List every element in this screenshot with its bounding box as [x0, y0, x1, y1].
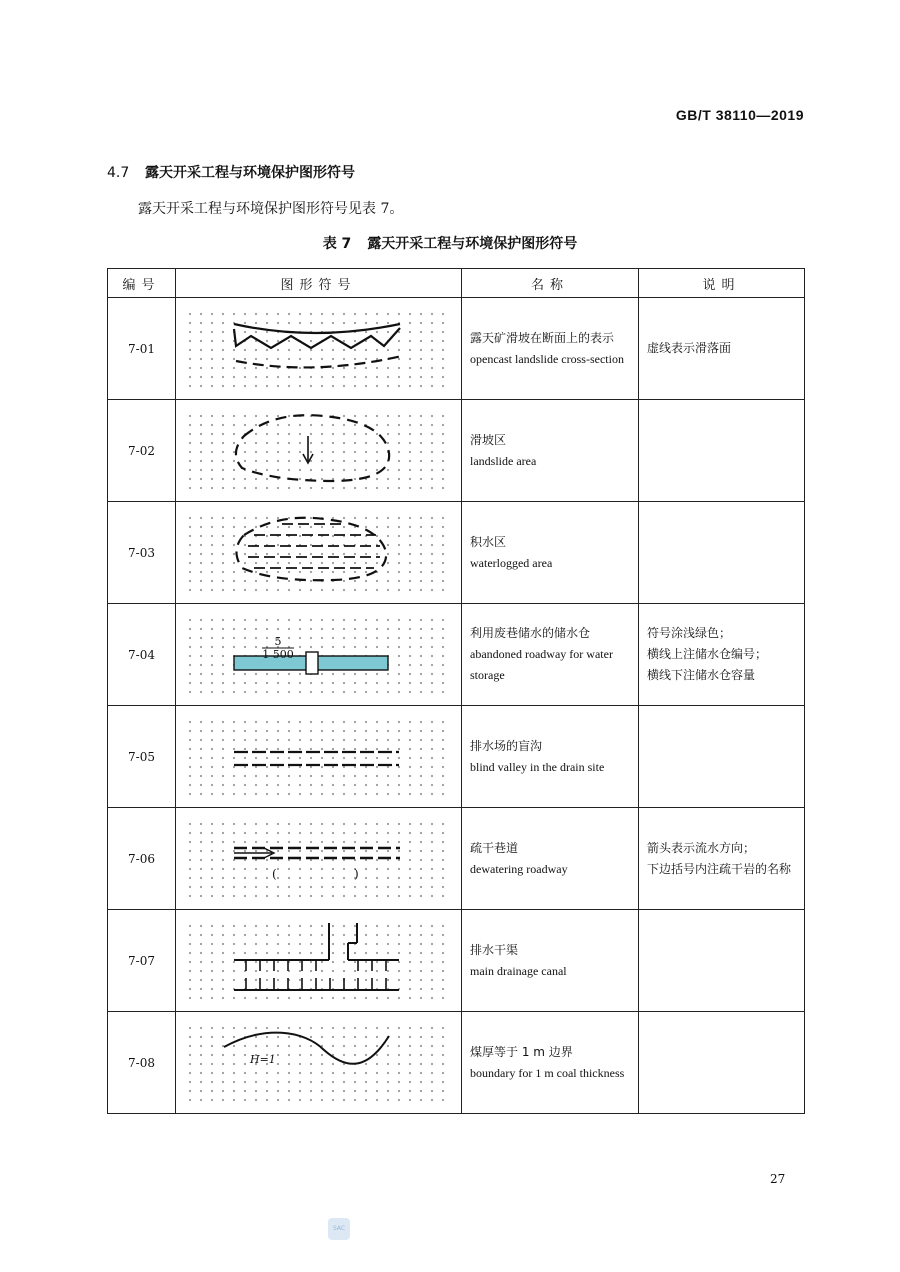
header-name: 名称 — [462, 269, 639, 298]
row-name-cn: 积水区 — [470, 534, 507, 549]
dewatering-roadway-symbol — [184, 816, 454, 906]
table-title-text: 露天开采工程与环境保护图形符号 — [367, 236, 578, 252]
bracket-left-label: ( — [271, 867, 277, 881]
row-note-cell — [639, 706, 805, 808]
main-drainage-canal-symbol — [184, 918, 454, 1008]
row-note-line: 虚线表示滑落面 — [647, 341, 732, 355]
row-note-cell — [639, 502, 805, 604]
row-symbol-cell — [176, 706, 462, 808]
table-row — [108, 298, 805, 400]
landslide-area-symbol — [184, 408, 454, 498]
row-name-en: landslide area — [470, 453, 537, 468]
section-number: 4.7 — [107, 165, 130, 181]
table-row — [108, 400, 805, 502]
row-note-cell — [639, 604, 805, 706]
header-symbol: 图形符号 — [176, 269, 462, 298]
table-row — [108, 604, 805, 706]
row-symbol-cell — [176, 502, 462, 604]
header-code: 编号 — [108, 269, 176, 298]
row-code: 7-05 — [108, 706, 176, 808]
table-row — [108, 706, 805, 808]
row-symbol-cell — [176, 808, 462, 910]
row-symbol-cell — [176, 400, 462, 502]
row-symbol-cell — [176, 604, 462, 706]
table-row — [108, 808, 805, 910]
storage-number-label: 5 — [274, 635, 281, 648]
header-note: 说明 — [639, 269, 805, 298]
row-name-cell — [462, 706, 639, 808]
row-code: 7-04 — [108, 604, 176, 706]
row-code: 7-06 — [108, 808, 176, 910]
row-name-cn: 露天矿滑坡在断面上的表示 — [470, 330, 615, 345]
row-code: 7-03 — [108, 502, 176, 604]
row-note-cell — [639, 1012, 805, 1114]
symbol-table — [107, 268, 805, 1114]
row-name-cell — [462, 298, 639, 400]
row-symbol-cell — [176, 910, 462, 1012]
row-note-cell — [639, 910, 805, 1012]
row-name-cn: 排水场的盲沟 — [470, 738, 543, 753]
row-name-cell — [462, 1012, 639, 1114]
row-note-line: 符号涂浅绿色； — [647, 626, 732, 640]
row-name-cn: 疏干巷道 — [470, 840, 519, 855]
row-name-en: waterlogged area — [470, 555, 553, 570]
row-note-line: 箭头表示流水方向； — [647, 840, 756, 855]
storage-capacity-label: 1 500 — [261, 648, 294, 661]
table-row — [108, 502, 805, 604]
table-row — [108, 910, 805, 1012]
table-header-row — [108, 269, 805, 298]
intro-paragraph: 露天开采工程与环境保护图形符号见表 7。 — [138, 201, 404, 217]
row-name-en: abandoned roadway for water storage — [470, 647, 613, 682]
row-code: 7-02 — [108, 400, 176, 502]
table-number: 表 7 — [322, 236, 352, 252]
row-note-cell — [639, 400, 805, 502]
waterlogged-area-symbol — [184, 510, 454, 600]
row-note-line: 横线上注储水仓编号； — [647, 647, 768, 661]
row-name-cell — [462, 400, 639, 502]
standard-code: GB/T 38110—2019 — [675, 107, 804, 123]
bracket-right-label: ) — [353, 867, 359, 881]
row-code: 7-07 — [108, 910, 176, 1012]
row-name-cn: 滑坡区 — [470, 432, 507, 447]
row-note-cell — [639, 298, 805, 400]
row-name-en: opencast landslide cross-section — [470, 351, 624, 366]
opencast-landslide-cross-section-symbol — [184, 306, 454, 396]
section-heading — [107, 162, 355, 182]
row-name-cell — [462, 910, 639, 1012]
row-name-en: dewatering roadway — [470, 861, 568, 876]
row-symbol-cell — [176, 1012, 462, 1114]
row-code: 7-08 — [108, 1012, 176, 1114]
page-number: 27 — [770, 1172, 786, 1186]
row-note-line: 横线下注储水仓容量 — [647, 668, 756, 682]
section-title: 露天开采工程与环境保护图形符号 — [145, 165, 355, 181]
blind-valley-drain-site-symbol — [184, 714, 454, 804]
row-name-en: main drainage canal — [470, 963, 567, 978]
table-row — [108, 1012, 805, 1114]
row-name-cn: 煤厚等于 1 m 边界 — [470, 1044, 573, 1059]
coal-thickness-boundary-symbol — [184, 1020, 454, 1110]
row-note-line: 下边括号内注疏干岩的名称 — [647, 861, 792, 876]
watermark-logo-icon: SAC — [328, 1218, 350, 1240]
abandoned-roadway-water-storage-symbol — [184, 612, 454, 702]
row-code: 7-01 — [108, 298, 176, 400]
row-name-cn: 利用废巷储水的储水仓 — [470, 626, 591, 640]
row-name-cell — [462, 604, 639, 706]
row-name-cn: 排水干渠 — [470, 942, 519, 957]
row-name-cell — [462, 502, 639, 604]
row-name-en: boundary for 1 m coal thickness — [470, 1065, 625, 1080]
row-note-cell — [639, 808, 805, 910]
row-symbol-cell — [176, 298, 462, 400]
row-name-en: blind valley in the drain site — [470, 759, 605, 774]
row-name-cell — [462, 808, 639, 910]
coal-thickness-label: H=1 — [249, 1053, 276, 1066]
table-title — [0, 233, 900, 253]
